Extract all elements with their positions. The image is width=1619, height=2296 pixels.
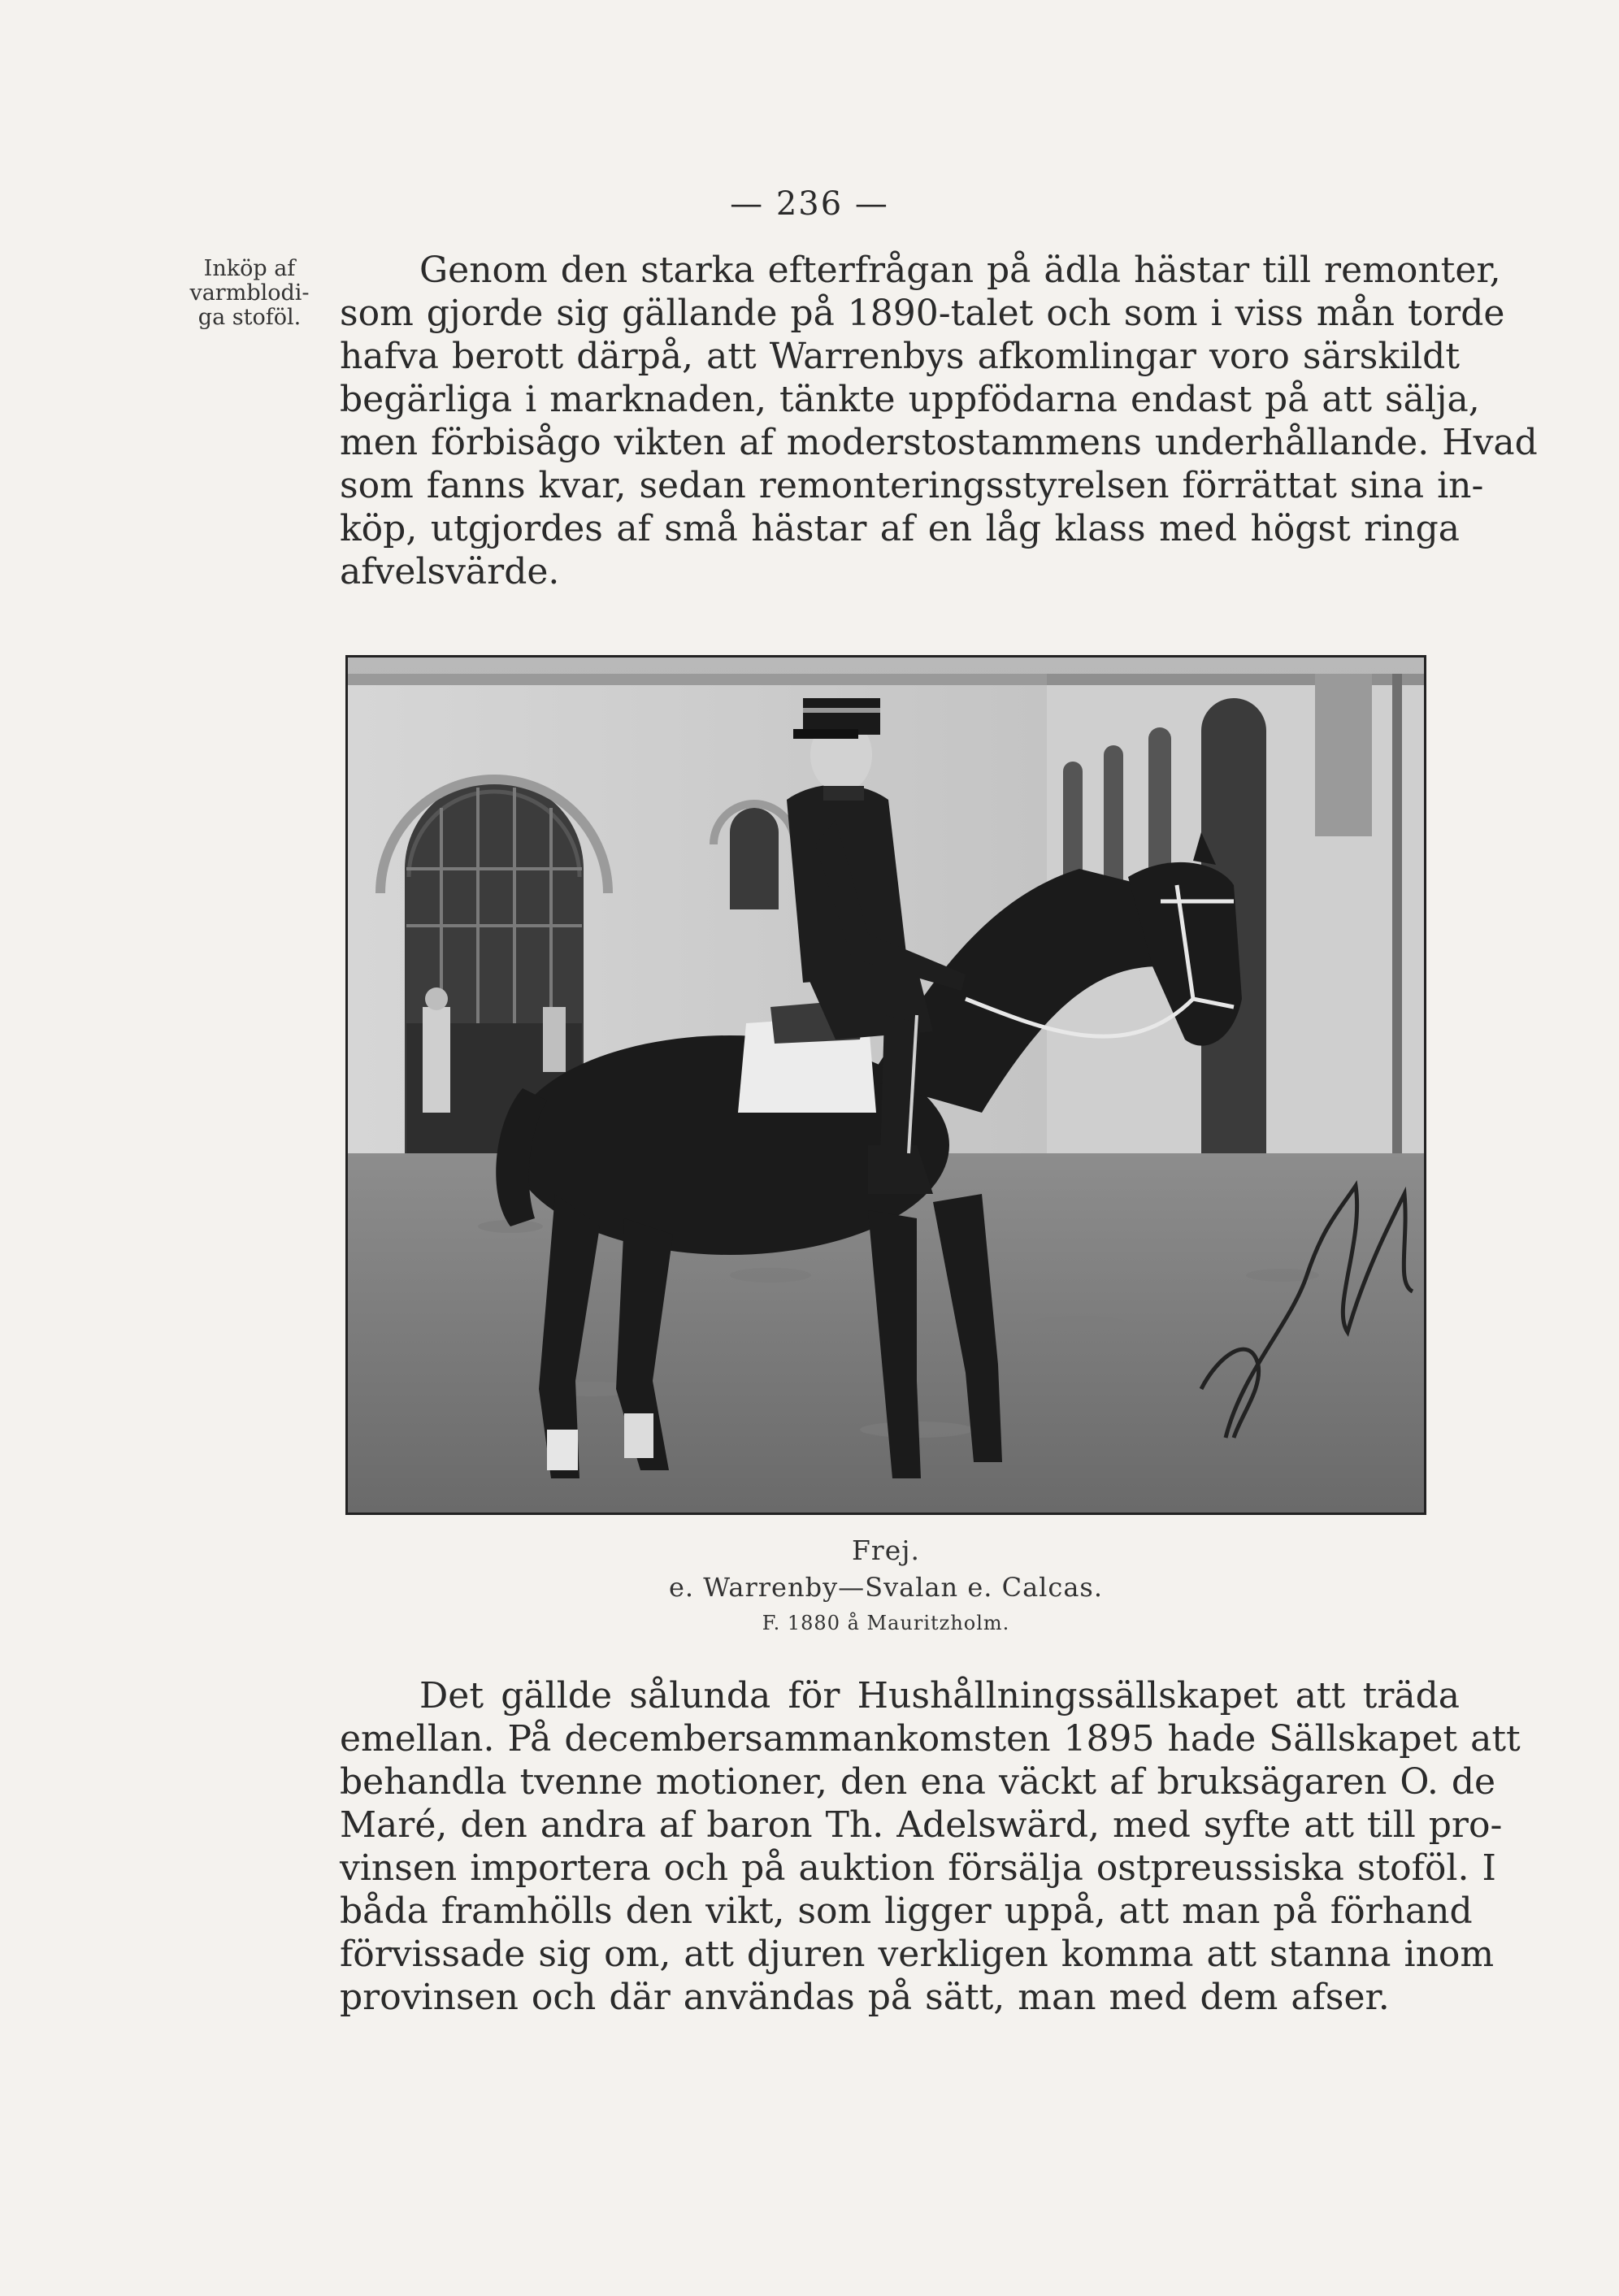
page-number: — 236 — <box>730 185 889 223</box>
text-line: Maré, den andra af baron Th. Adelswärd, med syfte att till pro- <box>340 1804 1503 1846</box>
text-line: Det gällde sålunda för Hushållningssällskapet att träda <box>419 1675 1460 1717</box>
text-line: begärliga i marknaden, tänkte uppfödarna endast på att sälja, <box>340 379 1480 420</box>
photo-caption-title: Frej. <box>852 1534 920 1566</box>
horse-rider-photo <box>345 655 1426 1515</box>
text-line: provinsen och där användas på sätt, man med dem afser. <box>340 1977 1390 2018</box>
photo-caption-birth: F. 1880 å Mauritzholm. <box>762 1612 1010 1634</box>
text-line: som fanns kvar, sedan remonteringsstyrelsen förrättat sina in- <box>340 465 1484 506</box>
text-line: förvissade sig om, att djuren verkligen komma att stanna inom <box>340 1934 1495 1975</box>
paragraph-1 <box>340 249 1538 593</box>
text-line: köp, utgjordes af små hästar af en låg klass med högst ringa <box>340 508 1460 549</box>
margin-note-line: Inköp af <box>203 256 296 281</box>
margin-note-line: varmblodi- <box>189 280 310 306</box>
margin-note-line: ga stoföl. <box>197 305 302 330</box>
photo-illustration <box>348 658 1424 1513</box>
photo-caption-pedigree: e. Warrenby—Svalan e. Calcas. <box>668 1572 1103 1603</box>
text-line: båda framhölls den vikt, som ligger uppå, att man på förhand <box>340 1890 1473 1932</box>
text-line: Genom den starka efterfrågan på ädla hästar till remonter, <box>419 250 1501 291</box>
margin-note <box>156 257 343 330</box>
text-line: som gjorde sig gällande på 1890-talet och som i viss mån torde <box>340 293 1505 334</box>
text-line: emellan. På decembersammankomsten 1895 hade Sällskapet att <box>340 1718 1521 1760</box>
text-line: afvelsvärde. <box>340 551 560 592</box>
text-line: vinsen importera och på auktion försälja ostpreussiska stoföl. I <box>340 1847 1496 1889</box>
text-line: hafva berott därpå, att Warrenbys afkomlingar voro särskildt <box>340 336 1460 377</box>
text-line: behandla tvenne motioner, den ena väckt af bruksägaren O. de <box>340 1761 1496 1803</box>
text-line: men förbisågo vikten af moderstostammens underhållande. Hvad <box>340 422 1538 463</box>
paragraph-2 <box>340 1674 1521 2019</box>
